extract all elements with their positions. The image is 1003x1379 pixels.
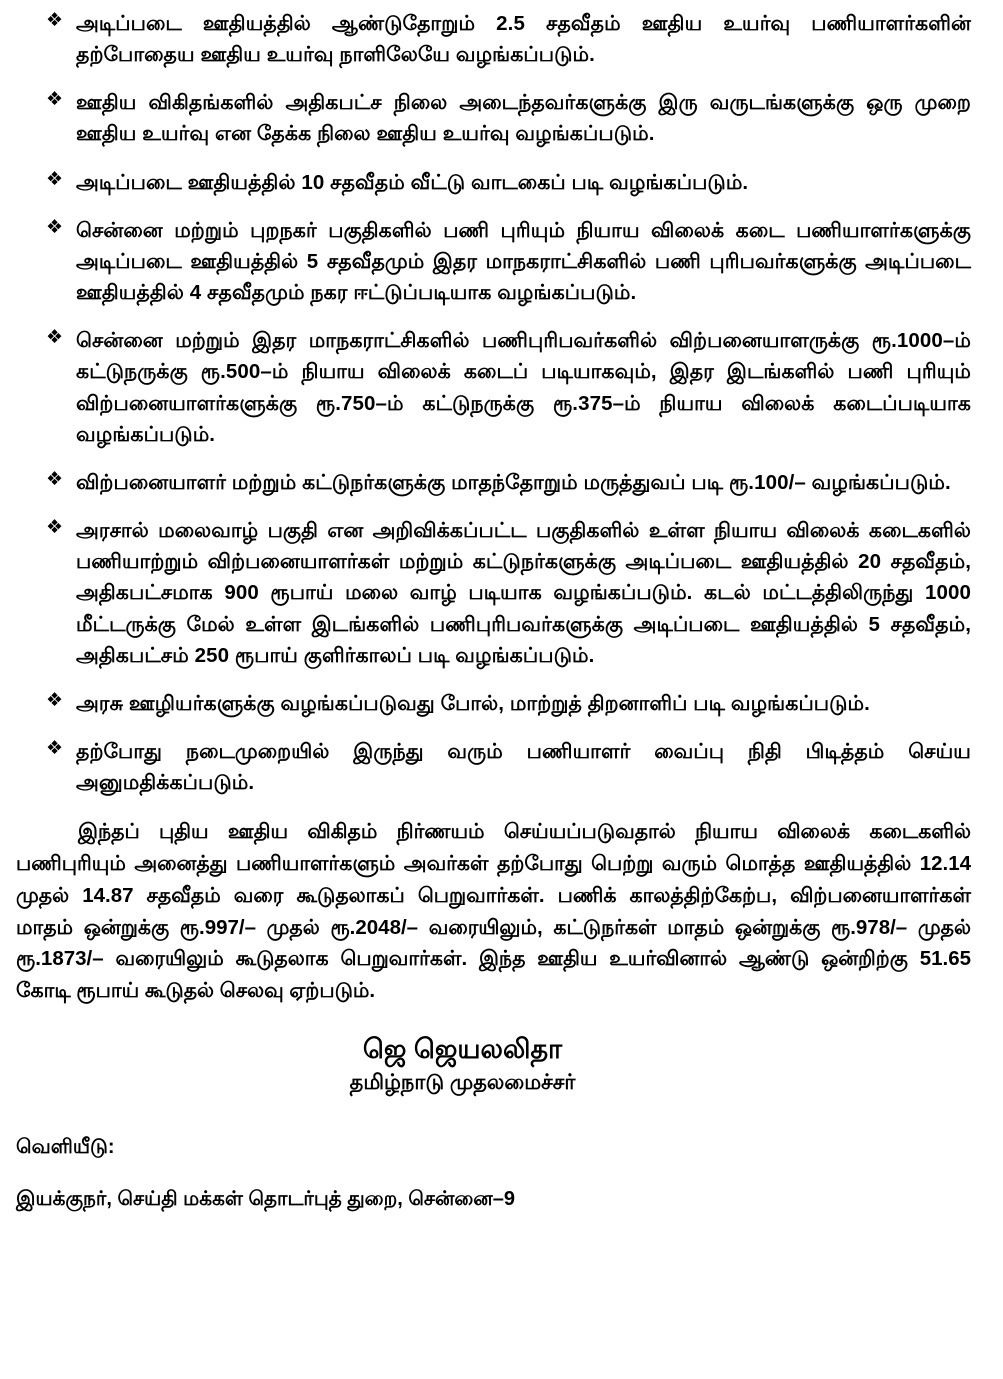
bullet-diamond-icon: ❖ [46,517,64,539]
list-item [14,87,981,149]
list-item [14,167,981,198]
list-item-text: சென்னை மற்றும் இதர மாநகராட்சிகளில் பணிபுரிபவர்களில் விற்பனையாளருக்கு ரூ.1000–ம் கட்டுநருக்கு ரூ.500–ம் நியாய விலைக் கடைப் படியாகவும், இதர இடங்களில் பணி புரியும் விற்பனையாளர்களுக்கு ரூ.750–ம் கட்டுநருக்கு ரூ.375–ம் நியாய விலைக் கடைப்படியாக வழங்கப்படும். [76,329,971,446]
signatory-title: தமிழ்நாடு முதலமைச்சர் [349,1070,576,1094]
list-item [14,736,981,798]
list-item [14,515,981,671]
bullet-diamond-icon: ❖ [46,10,64,31]
list-item-text: ஊதிய விகிதங்களில் அதிகபட்ச நிலை அடைந்தவர்களுக்கு இரு வருடங்களுக்கு ஒரு முறை ஊதிய உயர்வு என தேக்க நிலை ஊதிய உயர்வு வழங்கப்படும். [76,91,971,146]
list-item [14,325,981,450]
list-item [14,688,981,719]
list-item-text: விற்பனையாளர் மற்றும் கட்டுநர்களுக்கு மாதந்தோறும் மருத்துவப் படி ரூ.100/– வழங்கப்படும். [76,470,951,494]
list-item [14,467,981,498]
list-item-text: சென்னை மற்றும் புறநகர் பகுதிகளில் பணி புரியும் நியாய விலைக் கடை பணியாளர்களுக்கு அடிப்படை ஊதியத்தில் 5 சதவீதமும் இதர மாநகராட்சிகளில் பணி புரிபவர்களுக்கு அடிப்படை ஊதியத்தில் 4 சதவீதமும் நகர ஈட்டுப்படியாக வழங்கப்படும். [76,218,971,305]
document-footer [14,1133,981,1213]
bullet-diamond-icon: ❖ [46,468,64,490]
bullet-diamond-icon: ❖ [46,689,64,711]
bullet-diamond-icon: ❖ [46,216,64,238]
list-item-text: அடிப்படை ஊதியத்தில் ஆண்டுதோறும் 2.5 சதவீதம் ஊதிய உயர்வு பணியாளர்களின் தற்போதைய ஊதிய உயர்வு நாளிலேயே வழங்கப்படும். [76,12,971,67]
signatory-name: ஜெ ஜெயலலிதா [362,1033,563,1064]
list-item-text: தற்போது நடைமுறையில் இருந்து வரும் பணியாளர் வைப்பு நிதி பிடித்தம் செய்ய அனுமதிக்கப்படும். [76,739,971,795]
list-item [14,215,981,308]
footer-release-label: வெளியீடு: [16,1135,115,1158]
list-item-text: அரசு ஊழியர்களுக்கு வழங்கப்படுவது போல், மாற்றுத் திறனாளிப் படி வழங்கப்படும். [76,691,870,715]
bullet-diamond-icon: ❖ [46,737,64,759]
footer-issuer-text: இயக்குநர், செய்தி மக்கள் தொடர்புத் துறை, சென்னை–9 [16,1187,515,1210]
bullet-diamond-icon: ❖ [46,89,64,111]
list-item [14,8,981,70]
list-item-text: அடிப்படை ஊதியத்தில் 10 சதவீதம் வீட்டு வாடகைப் படி வழங்கப்படும். [76,170,749,194]
policy-bullet-list [14,8,981,798]
list-item-text: அரசால் மலைவாழ் பகுதி என அறிவிக்கப்பட்ட பகுதிகளில் உள்ள நியாய விலைக் கடைகளில் பணியாற்றும் விற்பனையாளர்கள் மற்றும் கட்டுநர்களுக்கு அடிப்படை ஊதியத்தில் 20 சதவீதம், அதிகபட்சமாக 900 ரூபாய் மலை வாழ் படியாக வழங்கப்படும். கடல் மட்டத்திலிருந்து 1000 மீட்டருக்கு மேல் உள்ள இடங்களில் பணிபுரிபவர்களுக்கு அடிப்படை ஊதியத்தில் 5 சதவீதம், அதிகபட்சம் 250 ரூபாய் குளிர்காலப் படி வழங்கப்படும். [76,519,971,667]
bullet-diamond-icon: ❖ [46,327,64,349]
closing-paragraph: இந்தப் புதிய ஊதிய விகிதம் நிர்ணயம் செய்யப்படுவதால் நியாய விலைக் கடைகளில் பணிபுரியும் அனைத்து பணியாளர்களும் அவர்கள் தற்போது பெற்று வரும் மொத்த ஊதியத்தில் 12.14 முதல் 14.87 சதவீதம் வரை கூடுதலாகப் பெறுவார்கள். பணிக் காலத்திற்கேற்ப, விற்பனையாளர்கள் மாதம் ஒன்றுக்கு ரூ.997/– முதல் ரூ.2048/– வரையிலும், கட்டுநர்கள் மாதம் ஒன்றுக்கு ரூ.978/– முதல் ரூ.1873/– வரையிலும் கூடுதலாக பெறுவார்கள். இந்த ஊதிய உயர்வினால் ஆண்டு ஒன்றிற்கு 51.65 கோடி ரூபாய் கூடுதல் செலவு ஏற்படும். [16,820,971,1003]
bullet-diamond-icon: ❖ [46,168,64,190]
signature-block [14,1033,981,1097]
